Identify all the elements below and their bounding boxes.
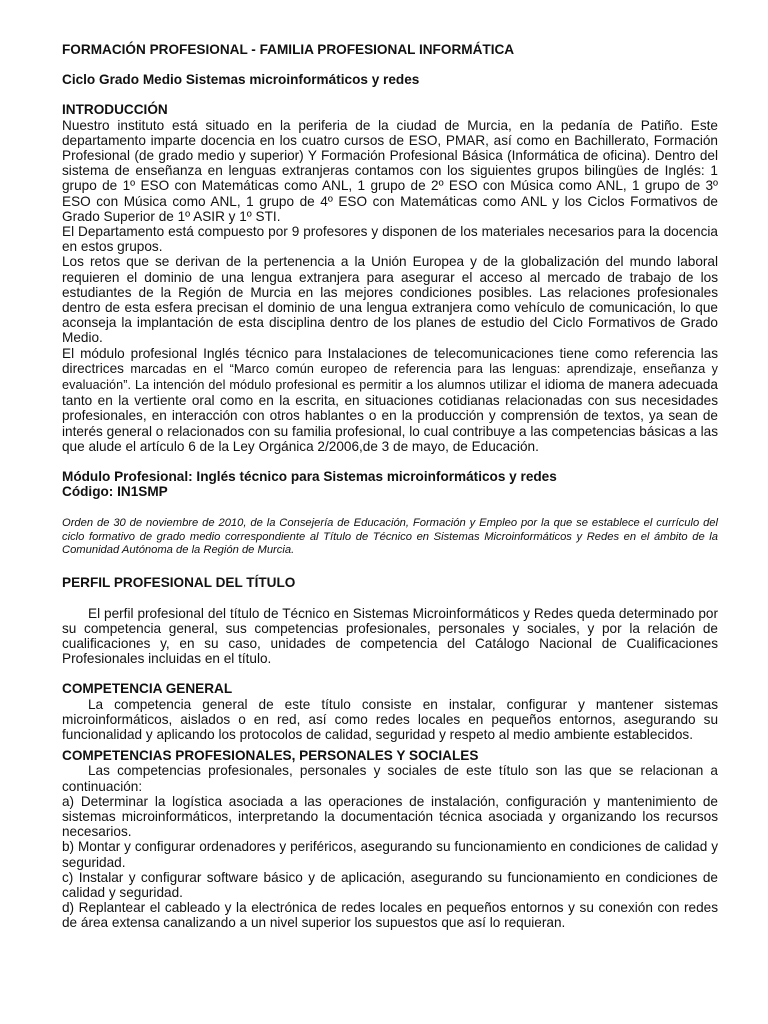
intro-paragraph-4: [62, 346, 718, 454]
general-competence-text: La competencia general de este título consiste en instalar, configurar y mantener sistemas microinformáticos, aislados o en red, así como redes locales en pequeños entornos, asegurando su funcionalidad y aplicando los protocolos de calidad, seguridad y respeto al medio ambiente establecidos.: [62, 696, 718, 742]
competencies-intro: Las competencias profesionales, personales y sociales de este título son las que se relacionan a continuación:: [62, 763, 718, 794]
cycle-title: Ciclo Grado Medio Sistemas microinformáticos y redes: [62, 72, 420, 88]
competency-item: b) Montar y configurar ordenadores y periféricos, asegurando su funcionamiento en condiciones de calidad y seguridad.: [62, 839, 718, 870]
intro-heading: INTRODUCCIÓN: [62, 102, 168, 118]
competency-item: c) Instalar y configurar software básico y de aplicación, asegurando su funcionamiento en condiciones de calidad y seguridad.: [62, 869, 718, 901]
intro-paragraph-4-part-a: El módulo profesional Inglés técnico para Instalaciones de telecomunicaciones tiene como referencia las directrices: [62, 345, 718, 376]
intro-paragraph-3: Los retos que se derivan de la pertenencia a la Unión Europea y de la globalización del mundo laboral requieren el dominio de una lengua extranjera para asegurar el acceso al mercado de trabajo de los estudiantes de la Región de Murcia en las mejores condiciones posibles. Las relaciones profesionales dentro de esta esfera precisan el dominio de una lengua extranjera como vehículo de comunicación, lo que aconseja la implantación de esta disciplina dentro de los planes de estudio del Ciclo Formativos de Grado Medio.: [62, 254, 718, 346]
profile-text: El perfil profesional del título de Técnico en Sistemas Microinformáticos y Redes queda determinado por su competencia general, sus competencias profesionales, personales y sociales, y por la relación de cualificaciones y, en su caso, unidades de competencia del Catálogo Nacional de Cualificaciones Profesionales incluidas en el título.: [62, 605, 718, 667]
intro-paragraph-4-part-c: idioma de manera adecuada tanto en la vertiente oral como en la escrita, en situaciones cotidianas relacionadas con sus necesidades profesionales, en interacción con otros hablantes o en la producción y comprensión de textos, ya sean de interés general o relacionados con su familia profesional, lo cual contribuye a las competencias básicas a las que alude el artículo 6 de la Ley Orgánica 2/2006,de 3 de mayo, de Educación.: [62, 377, 718, 454]
competency-item: d) Replantear el cableado y la electrónica de redes locales en pequeños entornos y su conexión con redes de área extensa canalizando a un nivel superior los supuestos que así lo requieran.: [62, 900, 718, 931]
competency-item: a) Determinar la logística asociada a las operaciones de instalación, configuración y mantenimiento de sistemas microinformáticos, interpretando la documentación técnica asociada y organizando los recursos necesarios.: [62, 793, 718, 840]
general-competence-heading: COMPETENCIA GENERAL: [62, 681, 233, 697]
profile-heading: PERFIL PROFESIONAL DEL TÍTULO: [62, 575, 296, 591]
intro-paragraph-4-part-b: marcadas en el “Marco común europeo de referencia para las lenguas: aprendizaje, enseñanza y evaluación”. La intención del módulo profesional es permitir a los alumnos utilizar el: [62, 361, 719, 393]
intro-paragraph-1: Nuestro instituto está situado en la periferia de la ciudad de Murcia, en la pedanía de Patiño. Este departamento imparte docencia en los cuatro cursos de ESO, PMAR, así como en Bachillerato, Formación Profesional (de grado medio y superior) Y Formación Profesional Básica (Informática de oficina). Dentro del sistema de enseñanza en lenguas extranjeras contamos con los siguientes grupos bilingües de Inglés: 1 grupo de 1º ESO con Matemáticas como ANL, 1 grupo de 2º ESO con Música como ANL, 1 grupo de 3º ESO con Música como ANL, 1 grupo de 4º ESO con Matemáticas como ANL y los Ciclos Formativos de Grado Superior de 1º ASIR y 1º STI.: [62, 117, 718, 224]
competencies-heading: COMPETENCIAS PROFESIONALES, PERSONALES Y SOCIALES: [62, 748, 479, 764]
regulation-order: Orden de 30 de noviembre de 2010, de la Consejería de Educación, Formación y Empleo por la que se establece el currículo del ciclo formativo de grado medio correspondiente al Título de Técnico en Sistemas Microinformáticos y Redes en el ámbito de la Comunidad Autónoma de la Región de Murcia.: [62, 517, 718, 557]
module-name: Módulo Profesional: Inglés técnico para Sistemas microinformáticos y redes: [62, 469, 557, 485]
intro-paragraph-2: El Departamento está compuesto por 9 profesores y disponen de los materiales necesarios para la docencia en estos grupos.: [62, 224, 718, 255]
module-code: Código: IN1SMP: [62, 484, 168, 500]
document-title: FORMACIÓN PROFESIONAL - FAMILIA PROFESIONAL INFORMÁTICA: [62, 42, 515, 57]
